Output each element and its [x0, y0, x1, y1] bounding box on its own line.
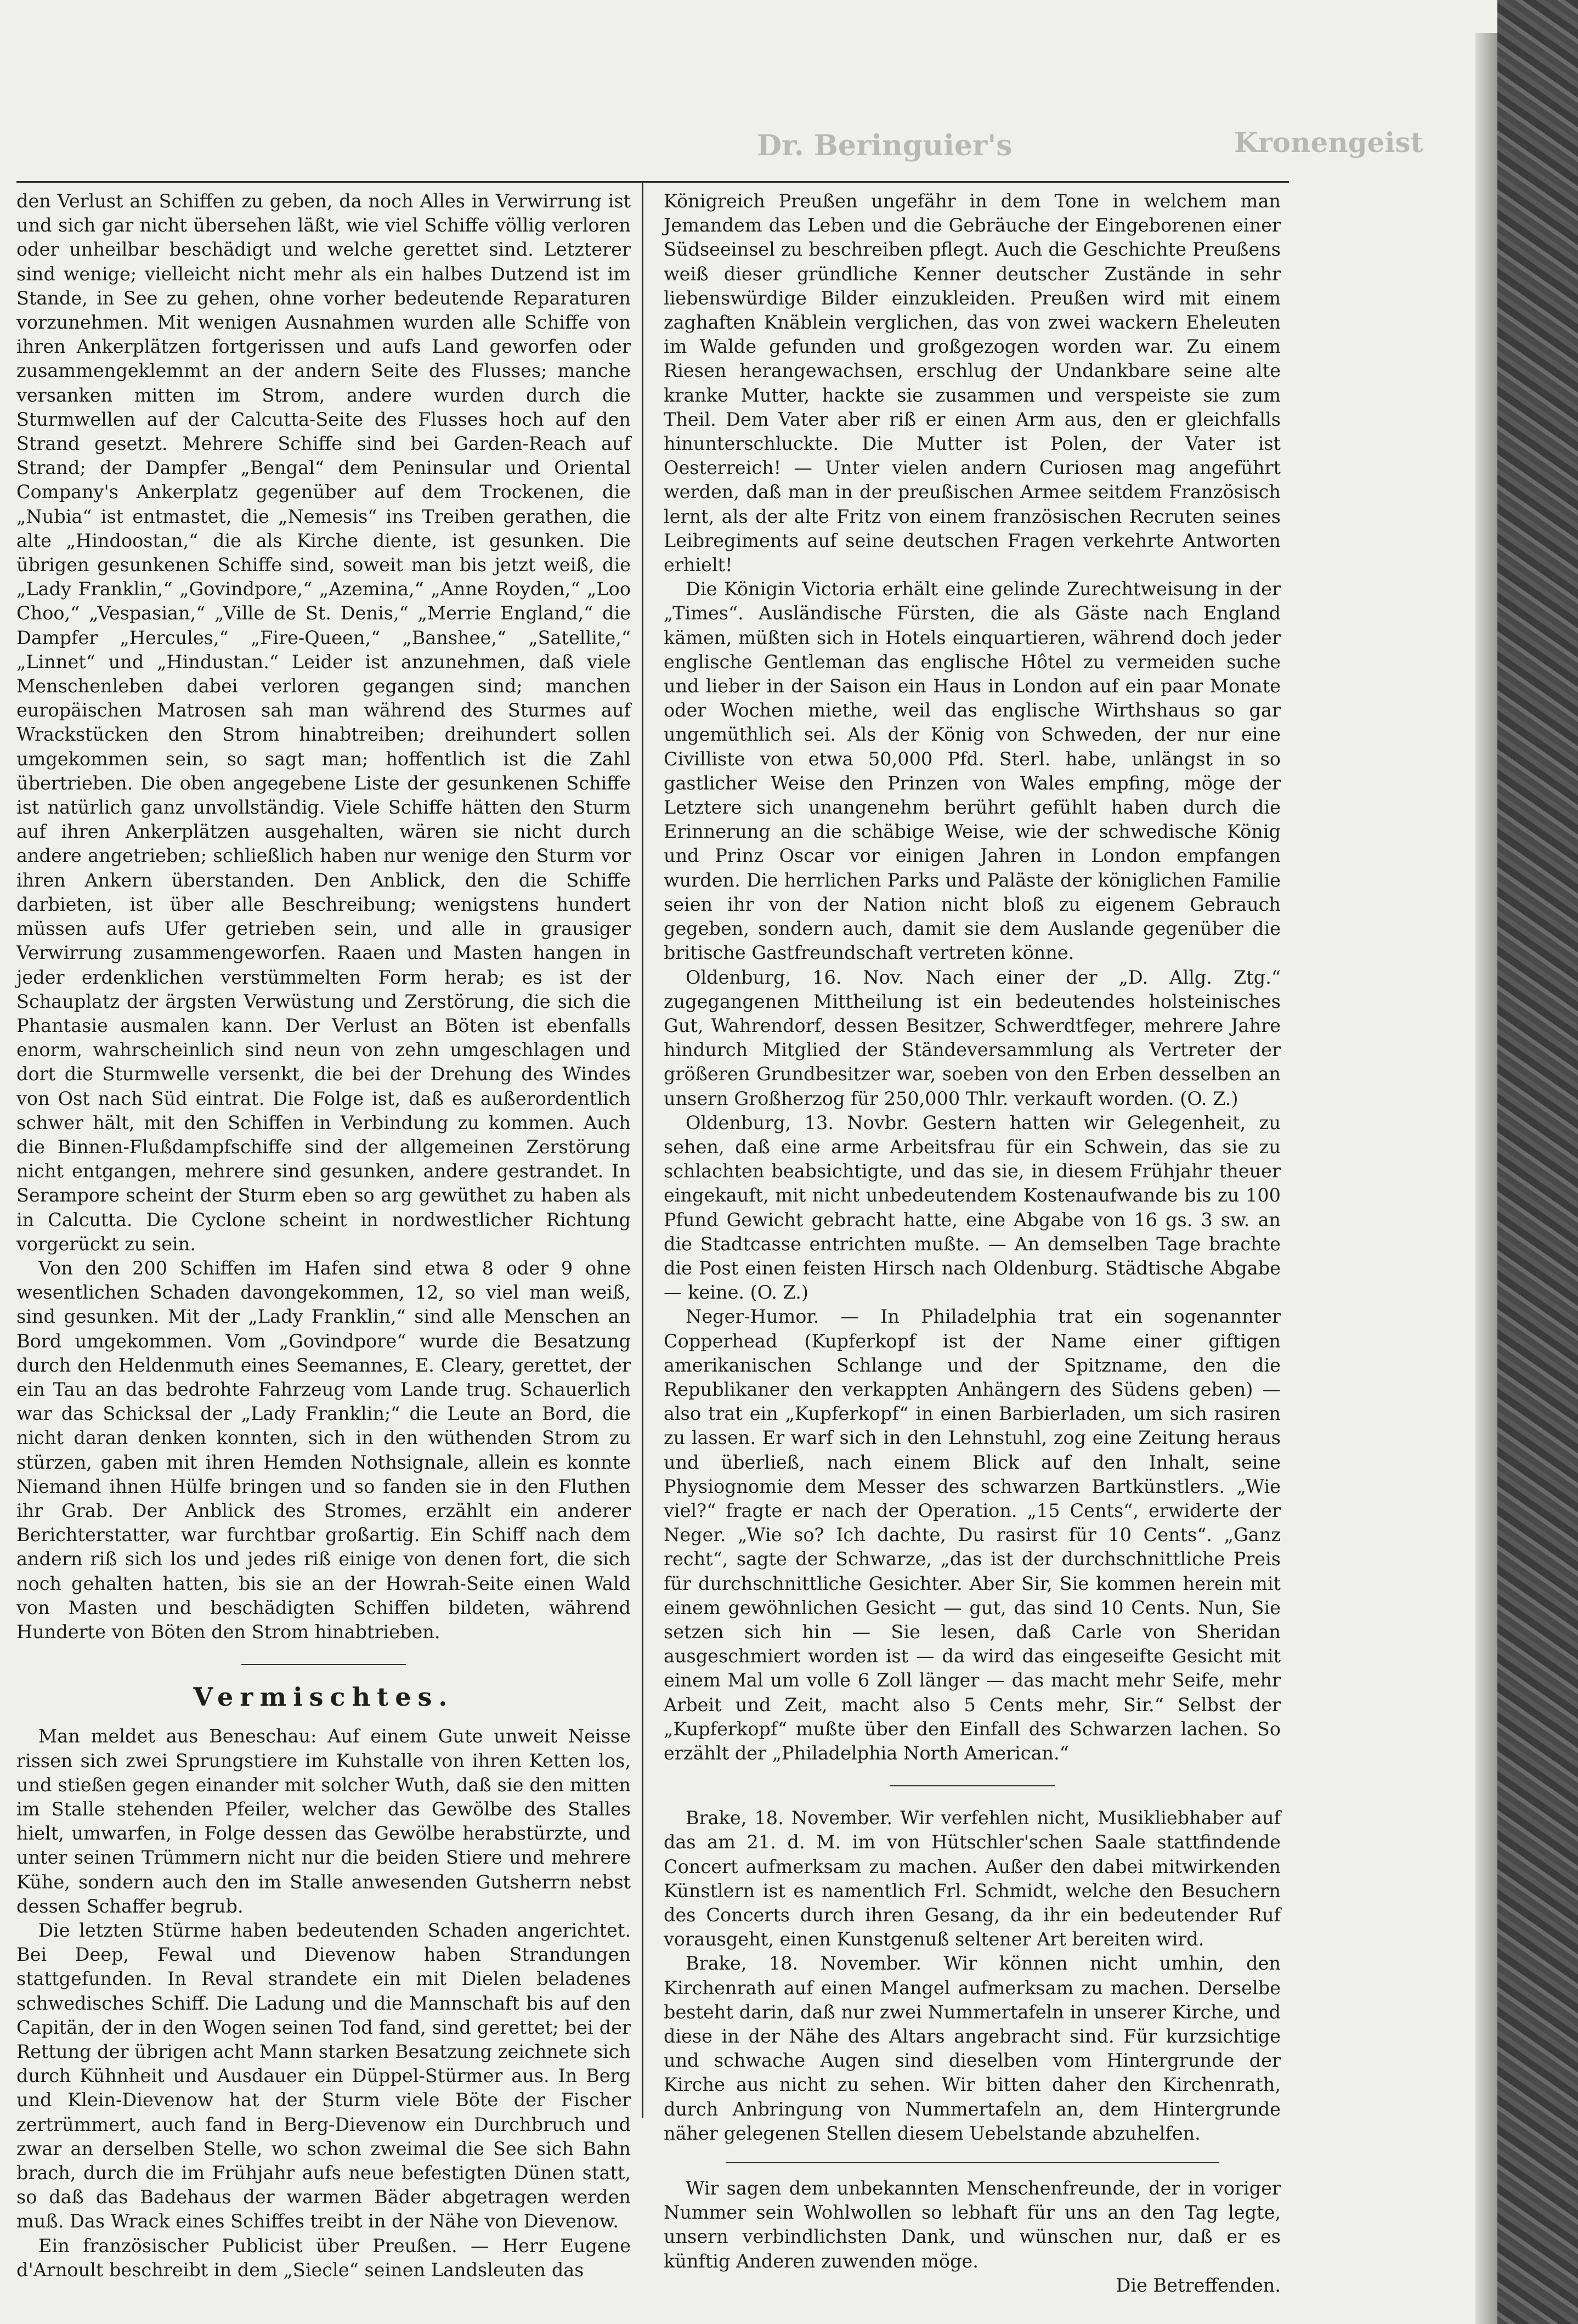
article-paragraph: Von den 200 Schiffen im Hafen sind etwa 8 oder 9 ohne wesentlichen Schaden davongekommen, 12, so viel man weiß, sind gesunken. Mit der „Lady Franklin,“ sind alle Menschen an Bord umgekommen. Vom „Govindpore“ wurde die Besatzung durch den Heldenmuth eines Seemannes, E. Cleary, gerettet, der ein Tau an das bedrohte Fahrzeug vom Lande trug. Schauerlich war das Schicksal der „Lady Franklin;“ die Leute an Bord, die nicht daran denken konnten, sich in den wüthenden Strom zu stürzen, gaben mit ihren Hemden Nothsignale, allein es konnte Niemand ihnen Hülfe bringen und so fanden sie in den Fluthen ihr Grab. Der Anblick des Stromes, erzählt ein anderer Berichterstatter, war furchtbar großartig. Ein Schiff nach dem andern riß sich los und jedes riß einige von denen fort, die sich noch gehalten hatten, bis sie an der Howrah-Seite einen Wald von Masten und beschädigten Schiffen bildeten, während Hunderte von Böten den Strom hinabtrieben.	[16, 1257, 631, 1643]
news-paragraph: Neger-Humor. — In Philadelphia trat ein sogenannter Copperhead (Kupferkopf ist der Name einer giftigen amerikanischen Schlange und der Spitzname, den die Republikaner den verkappten Anhängern des Südens geben) — also trat ein „Kupferkopf“ in einen Barbierladen, um sich rasiren zu lassen. Er warf sich in den Lehnstuhl, zog eine Zeitung heraus und überließ, nach einem Blick auf den Inhalt, seine Physiognomie dem Messer des schwarzen Bartkünstlers. „Wie viel?“ fragte er nach der Operation. „15 Cents“, erwiderte der Neger. „Wie so? Ich dachte, Du rasirst für 10 Cents“. „Ganz recht“, sagte der Schwarze, „das ist der durchschnittliche Preis für durchschnittliche Gesichter. Aber Sir, Sie kommen herein mit einem gewöhnlichen Gesicht — gut, das sind 10 Cents. Nun, Sie setzen sich hin — Sie lesen, daß Carle von Sheridan ausgeschmiert worden ist — da wird das eingeseifte Gesicht mit einem Mal um volle 6 Zoll länger — das macht mehr Seife, mehr Arbeit und Zeit, macht also 5 Cents mehr, Sir.“ Selbst der „Kupferkopf“ mußte über den Einfall des Schwarzen lachen. So erzählt der „Philadelphia North American.“	[664, 1306, 1281, 1764]
article-paragraph: Die Königin Victoria erhält eine gelinde Zurechtweisung in der „Times“. Ausländische Fürsten, die als Gäste nach England kämen, müßten sich in Hotels einquartieren, während doch jeder englische Gentleman das englische Hôtel zu vermeiden suche und lieber in der Saison ein Haus in London auf ein paar Monate oder Wochen miethe, weil das englische Wirthshaus so gar ungemüthlich sei. Als der König von Schweden, der nur eine Civilliste von etwa 50,000 Pfd. Sterl. habe, unlängst in so gastlicher Weise den Prinzen von Wales empfing, möge der Letztere sich unangenehm berührt gefühlt haben durch die Erinnerung an die schäbige Weise, wie der schwedische König und Prinz Oscar vor einigen Jahren in London empfangen wurden. Die herrlichen Parks und Paläste der königlichen Familie seien ihr von der Nation nicht bloß zu eigenem Gebrauch gegeben, sondern auch, damit sie dem Auslande gegenüber die britische Gastfreundschaft vertreten könne.	[664, 578, 1281, 964]
column-rule	[642, 181, 643, 2118]
show-through-right: Kronengeist	[1234, 126, 1423, 159]
section-divider	[726, 2162, 1219, 2163]
section-divider	[241, 1664, 406, 1665]
misc-paragraph: Die letzten Stürme haben bedeutenden Schaden angerichtet. Bei Deep, Fewal und Dievenow haben Strandungen stattgefunden. In Reval strandete ein mit Dielen beladenes schwedisches Schiff. Die Ladung und die Mannschaft bis auf den Capitän, der in den Wogen seinen Tod fand, sind gerettet; bei der Rettung der übrigen acht Mann starken Besatzung zeichnete sich durch Kühnheit und Ausdauer ein Düppel-Stürmer aus. In Berg und Klein-Dievenow hat der Sturm viele Böte der Fischer zertrümmert, auch fand in Berg-Dievenow ein Durchbruch und zwar an derselben Stelle, wo schon zweimal die See sich Bahn brach, durch die im Frühjahr aufs neue befestigten Dünen statt, so daß das Badehaus der warmen Bäder abgetragen werden muß. Das Wrack eines Schiffes treibt in der Nähe von Dievenow.	[16, 1920, 631, 2232]
show-through-left: Dr. Beringuier's	[757, 129, 1013, 162]
news-paragraph: Oldenburg, 16. Nov. Nach einer der „D. Allg. Ztg.“ zugegangenen Mittheilung ist ein bedeutendes holsteinisches Gut, Wahrendorf, dessen Besitzer, Schwerdtfeger, mehrere Jahre hindurch Mitglied der Ständeversammlung als Vertreter der größeren Grundbesitzer war, soeben von den Erben desselben an unsern Großherzog für 250,000 Thlr. verkauft worden. (O. Z.)	[664, 966, 1281, 1109]
news-paragraph: Oldenburg, 13. Novbr. Gestern hatten wir Gelegenheit, zu sehen, daß eine arme Arbeitsfrau für ein Schwein, das sie zu schlachten beabsichtigte, und das sie, in diesem Frühjahr theuer eingekauft, mit nicht unbedeutendem Kostenaufwande bis zu 100 Pfund Gewicht gebracht hatte, eine Abgabe von 16 gs. 3 sw. an die Stadtcasse entrichten mußte. — An demselben Tage brachte die Post einen feisten Hirsch nach Oldenburg. Städtische Abgabe — keine. (O. Z.)	[664, 1112, 1281, 1304]
misc-paragraph: Ein französischer Publicist über Preußen. — Herr Eugene d'Arnoult beschreibt in dem „Siecle“ seinen Landsleuten das	[16, 2235, 631, 2281]
article-paragraph: den Verlust an Schiffen zu geben, da noch Alles in Verwirrung ist und sich gar nicht übersehen läßt, wie viel Schiffe völlig verloren oder unheilbar beschädigt und welche gerettet sind. Letzterer sind wenige; vielleicht nicht mehr als ein halbes Dutzend ist im Stande, in See zu gehen, ohne vorher bedeutende Reparaturen vorzunehmen. Mit wenigen Ausnahmen wurden alle Schiffe von ihren Ankerplätzen fortgerissen und aufs Land geworfen oder zusammengeklemmt an der andern Seite des Flusses; manche versanken mitten im Strom, andere wurden durch die Sturmwellen auf der Calcutta-Seite des Flusses hoch auf den Strand gesetzt. Mehrere Schiffe sind bei Garden-Reach auf Strand; der Dampfer „Bengal“ dem Peninsular und Oriental Company's Ankerplatz gegenüber auf dem Trockenen, die „Nubia“ ist entmastet, die „Nemesis“ ins Treiben gerathen, die alte „Hindoostan,“ die als Kirche diente, ist gesunken. Die übrigen gesunkenen Schiffe sind, soweit man bis jetzt weiß, die „Lady Franklin,“ „Govindpore,“ „Azemina,“ „Anne Royden,“ „Loo Choo,“ „Vespasian,“ „Ville de St. Denis,“ „Merrie England,“ die Dampfer „Hercules,“ „Fire-Queen,“ „Banshee,“ „Satellite,“ „Linnet“ und „Hindustan.“ Leider ist anzunehmen, daß viele Menschenleben dabei verloren gegangen sind; manchen europäischen Matrosen sah man während des Sturmes auf Wrackstücken den Strom hinabtreiben; dreihundert sollen umgekommen sein, so sagt man; hoffentlich ist die Zahl übertrieben. Die oben angegebene Liste der gesunkenen Schiffe ist natürlich ganz unvollständig. Viele Schiffe hätten den Sturm auf ihren Ankerplätzen ausgehalten, wären sie nicht durch andere angetrieben; schließlich haben nur wenige den Sturm vor ihren Ankern überstanden. Den Anblick, den die Schiffe darbieten, ist über alle Beschreibung; wenigstens hundert müssen aufs Ufer getrieben sein, und alle in grausiger Verwirrung zusammengeworfen. Raaen und Masten hangen in jeder erdenklichen verstümmelten Form herab; es ist der Schauplatz der ärgsten Verwüstung und Zerstörung, die sich die Phantasie ausmalen kann. Der Verlust an Böten ist ebenfalls enorm, wahrscheinlich sind neun von zehn umgeschlagen und dort die Sturmwelle versenkt, die bei der Drehung des Windes von Ost nach Süd eintrat. Die Folge ist, daß es außerordentlich schwer hält, mit den Schiffen in Verbindung zu kommen. Auch die Binnen-Flußdampfschiffe sind der allgemeinen Zerstörung nicht entgangen, mehrere sind gesunken, andere gestrandet. In Serampore scheint der Sturm eben so arg gewüthet zu haben als in Calcutta. Die Cyclone scheint in nordwestlicher Richtung vorgerückt zu sein.	[16, 190, 631, 1255]
top-rule	[16, 181, 1289, 183]
section-heading: Vermischtes.	[193, 1682, 454, 1712]
thanks-notice: Wir sagen dem unbekannten Menschenfreunde, der in voriger Nummer sein Wohlwollen so lebhaft für uns an den Tag legte, unsern verbindlichsten Dank, und wünschen nur, daß er es künftig Anderen zuwenden möge.	[664, 2178, 1281, 2272]
marbled-binding	[1497, 0, 1578, 2324]
page-edge	[1475, 33, 1497, 2324]
right-column	[664, 189, 1281, 2298]
left-column	[16, 189, 631, 2282]
thanks-signature: Die Betreffenden.	[1116, 2274, 1281, 2296]
article-paragraph: Königreich Preußen ungefähr in dem Tone in welchem man Jemandem das Leben und die Gebräuche der Eingeborenen einer Südseeinsel zu beschreiben pflegt. Auch die Geschichte Preußens weiß dieser gründliche Kenner deutscher Zustände in sehr liebenswürdige Bilder einzukleiden. Preußen wird mit einem zaghaften Knäblein verglichen, das von zwei wackern Eheleuten im Walde gefunden und großgezogen worden war. Zu einem Riesen herangewachsen, erschlug der Undankbare seine alte kranke Mutter, hackte sie zusammen und verspeiste sie zum Theil. Dem Vater aber riß er einen Arm aus, den er gleichfalls hinunterschluckte. Die Mutter ist Polen, der Vater ist Oesterreich! — Unter vielen andern Curiosen mag angeführt werden, daß man in der preußischen Armee seitdem Französisch lernt, als der alte Fritz von einem französischen Recruten seines Leibregiments auf seine deutschen Fragen verkehrte Antworten erhielt!	[664, 190, 1281, 576]
misc-paragraph: Man meldet aus Beneschau: Auf einem Gute unweit Neisse rissen sich zwei Sprungstiere im Kuhstalle von ihren Ketten los, und stießen gegen einander mit solcher Wuth, daß sie den mitten im Stalle stehenden Pfeiler, welcher das Gewölbe des Stalles hielt, umwarfen, in Folge dessen das Gewölbe herabstürzte, und unter seinen Trümmern nicht nur die beiden Stiere und mehrere Kühe, sondern auch den im Stalle anwesenden Gutsherrn nebst dessen Schaffer begrub.	[16, 1725, 631, 1917]
local-paragraph: Brake, 18. November. Wir verfehlen nicht, Musikliebhaber auf das am 21. d. M. im von Hütschler'schen Saale stattfindende Concert aufmerksam zu machen. Außer den dabei mitwirkenden Künstlern ist es namentlich Frl. Schmidt, welche den Besuchern des Concerts durch ihren Gesang, da ihr ein bedeutender Ruf vorausgeht, einen Kunstgenuß seltener Art bereiten wird.	[664, 1807, 1281, 1950]
local-paragraph: Brake, 18. November. Wir können nicht umhin, den Kirchenrath auf einen Mangel aufmerksam zu machen. Derselbe besteht darin, daß nur zwei Nummertafeln in unserer Kirche, und diese in der Nähe des Altars angebracht sind. Für kurzsichtige und schwache Augen sind dieselben vom Hintergrunde der Kirche aus nicht zu sehen. Wir bitten daher den Kirchenrath, durch Anbringung von Nummertafeln an, dem Hintergrunde näher gelegenen Stellen diesem Uebelstande abzuhelfen.	[664, 1953, 1281, 2144]
section-divider	[890, 1785, 1055, 1786]
